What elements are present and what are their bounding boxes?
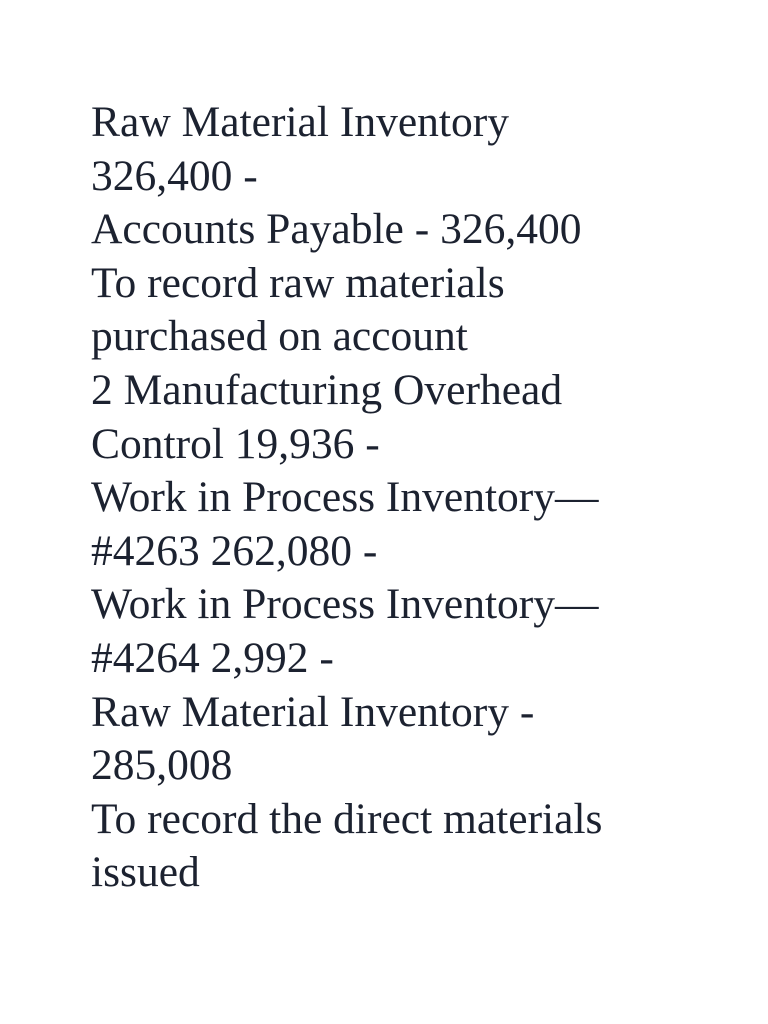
text-line: issued	[91, 848, 200, 897]
document-body	[91, 96, 751, 900]
text-line: Work in Process Inventory—	[91, 580, 599, 629]
text-line: To record raw materials	[91, 258, 505, 307]
text-line: 2 Manufacturing Overhead	[91, 365, 563, 414]
text-line: To record the direct materials	[91, 794, 603, 843]
text-line: 285,008	[91, 741, 233, 790]
text-line: #4264 2,992 -	[91, 633, 334, 682]
text-line: 326,400 -	[91, 151, 258, 200]
text-line: #4263 262,080 -	[91, 526, 378, 575]
text-line: purchased on account	[91, 312, 468, 361]
text-line: Control 19,936 -	[91, 419, 380, 468]
text-line: Work in Process Inventory—	[91, 473, 599, 522]
text-line: Accounts Payable - 326,400	[91, 205, 582, 254]
text-line: Raw Material Inventory	[91, 98, 509, 146]
text-line: Raw Material Inventory -	[91, 687, 535, 736]
